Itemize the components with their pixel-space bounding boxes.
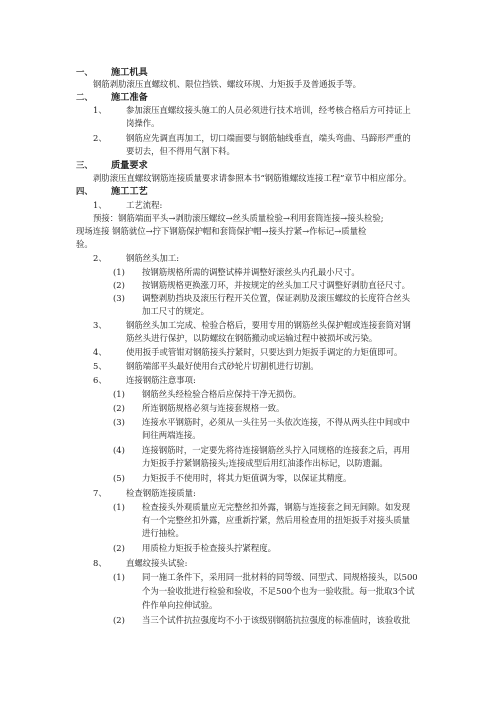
s4-2-sub-3-line-2: 加工尺寸的规定。 bbox=[142, 306, 209, 316]
section-3-number: 三、 bbox=[76, 160, 93, 170]
section-2-number: 二、 bbox=[76, 92, 93, 102]
s4-6-sub-2-line-1: 所连钢筋规格必须与连接套规格一致。 bbox=[142, 403, 285, 413]
s4-8-sub-1-line-1: 同一施工条件下，采用同一批材料的同等级、同型式、同规格接头，以500 bbox=[142, 572, 418, 582]
s4-4-line-1: 使用扳手或管钳对钢筋接头拧紧时，只要达到力矩扳手调定的力矩值即可。 bbox=[126, 347, 403, 357]
s4-7-number: 7、 bbox=[93, 488, 107, 498]
s4-6-sub-4-line-1: 连接钢筋时，一定要先将待连接钢筋丝头拧入同规格的连接套之后，再用 bbox=[142, 445, 410, 455]
s4-6-sub-1-number: (1) bbox=[113, 389, 125, 399]
s4-1-line-1: 预接：钢筋端面平头→剥肋滚压螺纹→丝头质量检验→利用套筒连接→接头检验; bbox=[93, 213, 384, 223]
section-1-number: 一、 bbox=[76, 67, 93, 77]
s4-7-sub-1-line-2: 有一个完整丝扣外露，应重新拧紧，然后用检查用的扭矩扳手对接头质量 bbox=[142, 515, 410, 525]
s4-6-number: 6、 bbox=[93, 375, 107, 385]
s4-1-number: 1、 bbox=[93, 200, 107, 210]
s4-1-title: 工艺流程: bbox=[126, 200, 163, 210]
s4-8-sub-1-line-3: 件作单向拉伸试验。 bbox=[142, 600, 218, 610]
s4-8-number: 8、 bbox=[93, 558, 107, 568]
s4-7-sub-2-line-1: 用质检力矩扳手检查接头拧紧程度。 bbox=[142, 543, 276, 553]
s2-item-2-line-2: 要切去，但不得用气割下料。 bbox=[126, 146, 235, 156]
s2-item-2-line-1: 钢筋应先调直再加工，切口端面要与钢筋轴线垂直，端头弯曲、马蹄形严重的 bbox=[126, 133, 411, 143]
s4-2-sub-2-line-1: 按钢筋规格更换涨刀环，并按规定的丝头加工尺寸调整好剥肋直径尺寸。 bbox=[142, 280, 410, 290]
s4-6-sub-1-line-1: 钢筋丝头经检验合格后应保持干净无损伤。 bbox=[142, 389, 302, 399]
s4-6-title: 连接钢筋注意事项: bbox=[126, 375, 196, 385]
section-4-title: 施工工艺 bbox=[111, 186, 148, 197]
section-1-text: 钢筋剥肋滚压直螺纹机、限位挡铁、螺纹环规、力矩扳手及普通扳手等。 bbox=[93, 79, 361, 89]
s4-6-sub-3-number: (3) bbox=[113, 417, 125, 427]
s4-3-line-2: 筋丝头进行保护，以防螺纹在钢筋搬动或运输过程中被损坏或污染。 bbox=[126, 333, 378, 343]
s4-2-sub-1-number: (1) bbox=[113, 267, 125, 277]
s4-1-line-3: 验。 bbox=[76, 239, 93, 249]
s4-7-sub-1-line-1: 检查接头外观质量应无完整丝扣外露，钢筋与连接套之间无间隙。如发现 bbox=[142, 502, 410, 512]
section-2-title: 施工准备 bbox=[111, 92, 148, 103]
s4-6-sub-4-number: (4) bbox=[113, 445, 125, 455]
s4-5-line-1: 钢筋端部平头最好使用台式砂轮片切割机进行切割。 bbox=[126, 361, 319, 371]
s4-8-sub-2-number: (2) bbox=[113, 615, 125, 625]
s4-6-sub-5-line-1: 力矩扳手不使用时，将其力矩值调为零，以保证其精度。 bbox=[142, 473, 352, 483]
s2-item-1-number: 1、 bbox=[93, 105, 107, 115]
section-3-text: 剥肋滚压直螺纹钢筋连接质量要求请参照本书“钢筋锥螺纹连接工程”章节中相应部分。 bbox=[93, 173, 412, 183]
s4-7-sub-1-number: (1) bbox=[113, 502, 125, 512]
s4-6-sub-4-line-2: 力矩扳手拧紧钢筋接头;连接成型后用红油漆作出标记，以防遗漏。 bbox=[142, 458, 388, 468]
s4-1-line-2: 现场连接 钢筋就位→拧下钢筋保护帽和套筒保护帽→接头拧紧→作标记→质量检 bbox=[76, 226, 367, 236]
s2-item-1-line-1: 参加滚压直螺纹接头施工的人员必须进行技术培训，经考核合格后方可持证上 bbox=[126, 105, 411, 115]
s4-2-sub-3-number: (3) bbox=[113, 293, 125, 303]
s4-8-sub-2-line-1: 当三个试件抗拉强度均不小于该级别钢筋抗拉强度的标准值时，该验收批 bbox=[142, 615, 410, 625]
s4-8-title: 直螺纹接头试验: bbox=[126, 558, 188, 568]
s4-2-title: 钢筋丝头加工: bbox=[126, 253, 180, 263]
section-3-title: 质量要求 bbox=[111, 160, 148, 171]
s4-8-sub-1-number: (1) bbox=[113, 572, 125, 582]
s4-6-sub-5-number: (5) bbox=[113, 473, 125, 483]
s4-2-sub-1-line-1: 按钢筋规格所需的调整试棒并调整好滚丝头内孔最小尺寸。 bbox=[142, 267, 360, 277]
s4-6-sub-3-line-2: 间往两端连接。 bbox=[142, 430, 201, 440]
s2-item-2-number: 2、 bbox=[93, 133, 107, 143]
section-1-title: 施工机具 bbox=[111, 67, 148, 78]
s4-5-number: 5、 bbox=[93, 361, 107, 371]
s4-7-title: 检查钢筋连接质量: bbox=[126, 488, 196, 498]
s4-6-sub-2-number: (2) bbox=[113, 403, 125, 413]
s4-2-sub-2-number: (2) bbox=[113, 280, 125, 290]
s4-3-line-1: 钢筋丝头加工完成、检验合格后，要用专用的钢筋丝头保护帽或连接套筒对钢 bbox=[126, 320, 411, 330]
s4-8-sub-1-line-2: 个为一验收批进行检验和验收，不足500个也为一验收批。每一批取3个试 bbox=[142, 586, 415, 596]
s4-3-number: 3、 bbox=[93, 320, 107, 330]
s4-2-number: 2、 bbox=[93, 253, 107, 263]
s2-item-1-line-2: 岗操作。 bbox=[126, 118, 160, 128]
s4-7-sub-1-line-3: 进行抽检。 bbox=[142, 528, 184, 538]
section-4-number: 四、 bbox=[76, 186, 93, 196]
s4-4-number: 4、 bbox=[93, 347, 107, 357]
s4-7-sub-2-number: (2) bbox=[113, 543, 125, 553]
s4-6-sub-3-line-1: 连接水平钢筋时，必须从一头往另一头依次连接，不得从两头往中间或中 bbox=[142, 417, 410, 427]
s4-2-sub-3-line-1: 调整剥肋挡块及滚压行程开关位置，保证剥肋及滚压螺纹的长度符合丝头 bbox=[142, 293, 410, 303]
